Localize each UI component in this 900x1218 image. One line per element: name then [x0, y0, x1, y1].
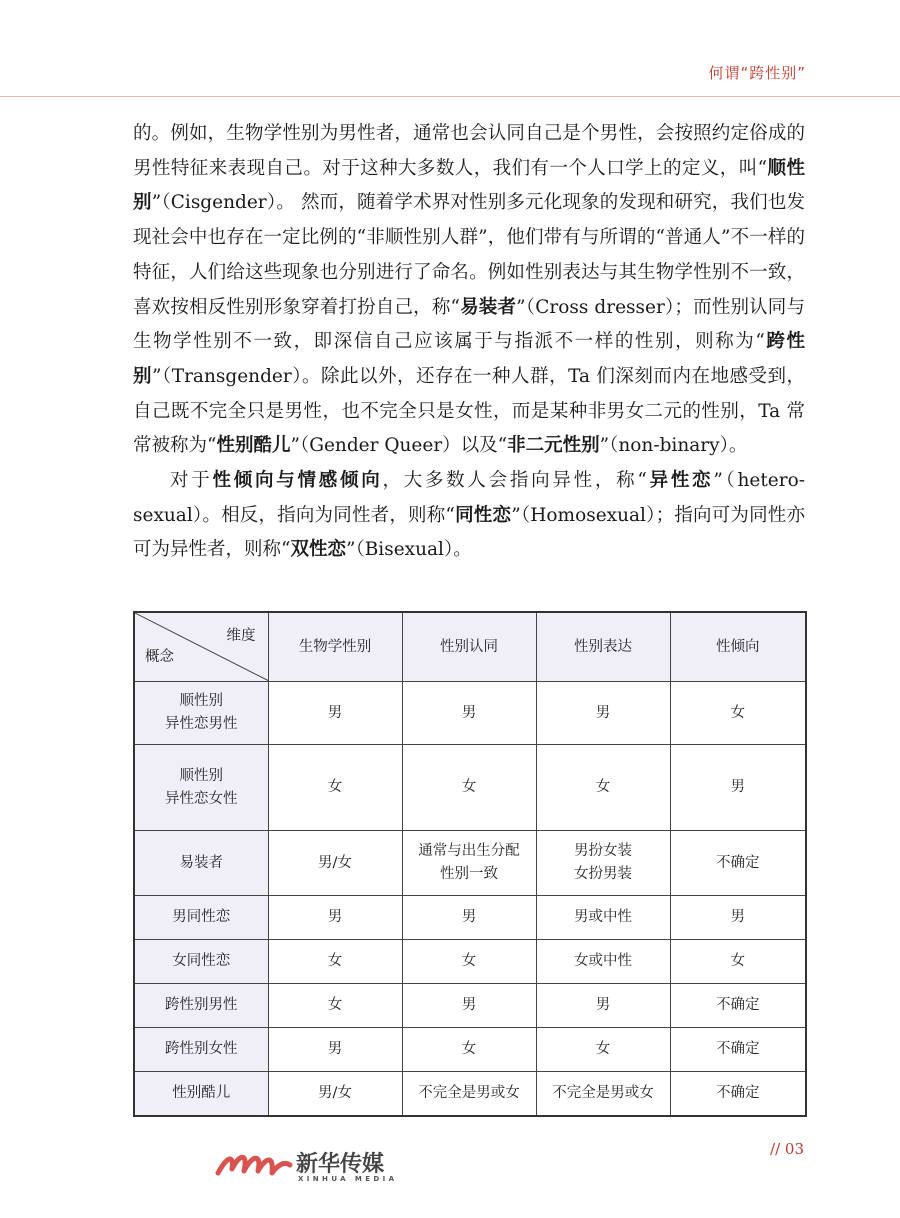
cell-line: 男: [461, 909, 477, 925]
term-non-binary: 非二元性别: [507, 435, 600, 457]
table-cell: [402, 896, 536, 940]
paragraph-2: [133, 464, 805, 568]
table-cell: [402, 682, 536, 745]
text-run: ，大多数人会指向异性，称“: [382, 470, 647, 492]
table-cell: [268, 984, 402, 1028]
table-row: [134, 682, 806, 745]
cell-line: 不完全是男或女: [418, 1084, 520, 1101]
table-cell: [402, 1028, 536, 1072]
table-cell: [536, 831, 670, 896]
cell-line: 女: [461, 779, 477, 795]
table-cell: [670, 940, 806, 984]
table-cell: [536, 682, 670, 745]
logo-subtitle: XINHUA MEDIA: [298, 1175, 398, 1183]
cell-line: 男: [461, 997, 477, 1013]
row-label-line: 男同性恋: [172, 909, 231, 925]
table-cell: [268, 940, 402, 984]
header-divider: [0, 96, 900, 97]
cell-line: 男/女: [318, 1084, 352, 1101]
table-cell: [670, 896, 806, 940]
row-label-line: 性别酷儿: [172, 1084, 231, 1101]
term-gender-queer: 性别酷儿: [216, 435, 291, 457]
table-cell: [402, 1072, 536, 1116]
table-corner-cell: [134, 612, 268, 682]
row-label-line: 顺性别: [179, 693, 223, 709]
row-label: [134, 1072, 268, 1116]
cell-line: 男: [730, 779, 745, 795]
table-cell: [536, 984, 670, 1028]
table-cell: [536, 1028, 670, 1072]
term-bisexual: 双性恋: [290, 539, 346, 561]
text-run: ”（Cisgender）。 然而，随着学术界对性别多元化现象的发现和研究，我们也发现社会中也存在一定比例的“非顺性别人群”，他们带有与所谓的“普通人”不一样的特征，人们给这些现象也分别进行了命名。例如性别表达与其生物学性别不一致，喜欢按相反性别形象穿着打扮自己，称“: [133, 192, 805, 318]
cell-line: 女: [595, 1041, 611, 1057]
row-label: [134, 1028, 268, 1072]
paragraph-1: [133, 117, 805, 464]
term-heterosexual: 异性恋: [646, 470, 714, 492]
text-run: 对于: [170, 470, 213, 492]
corner-label-concept: 概念: [145, 649, 174, 665]
row-label-line: 易装者: [179, 854, 223, 871]
table-cell: [402, 831, 536, 896]
body-text: [133, 117, 805, 568]
term-transgender: 跨性别: [133, 331, 805, 387]
table-cell: [402, 745, 536, 831]
table-cell: [536, 1072, 670, 1116]
cell-line: 男扮女装: [574, 843, 632, 859]
table-cell: [268, 831, 402, 896]
cell-line: 女扮男装: [574, 866, 632, 882]
table-row: [134, 745, 806, 831]
logo-wordmark: 新华传媒: [296, 1152, 385, 1177]
row-label-line: 异性恋男性: [165, 716, 238, 732]
cell-line: 女: [327, 997, 343, 1013]
column-header: 性别认同: [402, 612, 536, 682]
text-run: ”（non-binary）。: [599, 435, 748, 457]
table-row: [134, 1028, 806, 1072]
term-cross-dresser: 易装者: [459, 296, 517, 318]
table-cell: [670, 984, 806, 1028]
text-run: ”（Transgender）。除此以外，还存在一种人群，Ta 们深刻而内在地感受到，自己既不完全只是男性，也不完全只是女性，而是某种非男女二元的性别，Ta 常常被称为“: [133, 365, 805, 457]
cell-line: 不确定: [716, 1084, 760, 1101]
table-cell: [670, 1072, 806, 1116]
cell-line: 通常与出生分配: [418, 843, 520, 859]
cell-line: 男: [327, 909, 343, 925]
table-row: [134, 896, 806, 940]
column-header: 生物学性别: [268, 612, 402, 682]
cell-line: 女或中性: [574, 953, 632, 969]
table-cell: [268, 896, 402, 940]
cell-line: 男: [595, 704, 611, 721]
cell-line: 男/女: [318, 854, 352, 871]
cell-line: 女: [730, 953, 745, 969]
table-cell: [402, 940, 536, 984]
cell-line: 性别一致: [440, 866, 498, 882]
table-row: [134, 984, 806, 1028]
table-row: [134, 1072, 806, 1116]
cell-line: 女: [730, 704, 745, 721]
cell-line: 男或中性: [574, 909, 632, 925]
corner-label-dimension: 维度: [226, 628, 256, 644]
text-run: ”（Bisexual）。: [345, 539, 472, 561]
table-cell: [536, 940, 670, 984]
text-run: ”（Gender Queer）以及“: [290, 435, 508, 457]
table-cell: [670, 745, 806, 831]
text-run: 的。例如，生物学性别为男性者，通常也会认同自己是个男性，会按照约定俗成的男性特征来表现自己。对于这种大多数人，我们有一个人口学上的定义，叫“: [133, 123, 805, 179]
text-run: ”（Homosexual）；指向可为同性亦可为异性者，则称“: [133, 504, 805, 561]
row-label-line: 跨性别女性: [165, 1041, 238, 1057]
term-cisgender: 顺性别: [133, 157, 805, 214]
cell-line: 男: [327, 1041, 343, 1057]
table-cell: [268, 1028, 402, 1072]
table-cell: [536, 745, 670, 831]
term-orientation: 性倾向与情感倾向: [212, 470, 383, 492]
cell-line: 不确定: [716, 854, 760, 871]
cell-line: 女: [327, 953, 343, 969]
table-row: [134, 831, 806, 896]
table-cell: [402, 984, 536, 1028]
page-number: // 03: [770, 1140, 804, 1158]
text-run: ”（Cross dresser）；而性别认同与生物学性别不一致，即深信自己应该属于与指派不一样的性别，则称为“: [133, 296, 805, 353]
cell-line: 男: [327, 704, 343, 721]
row-label-line: 顺性别: [179, 767, 223, 784]
cell-line: 不确定: [716, 997, 760, 1013]
table-header-row: [134, 612, 806, 682]
row-label: [134, 831, 268, 896]
running-header-title: 何谓“跨性别”: [708, 64, 806, 82]
table-cell: [670, 1028, 806, 1072]
table-cell: [670, 831, 806, 896]
column-header: 性别表达: [536, 612, 670, 682]
cell-line: 女: [595, 779, 611, 795]
cell-line: 男: [730, 909, 745, 925]
column-header: 性倾向: [670, 612, 806, 682]
table-row: [134, 940, 806, 984]
cell-line: 女: [327, 779, 343, 795]
table-cell: [268, 1072, 402, 1116]
row-label: [134, 940, 268, 984]
row-label: [134, 984, 268, 1028]
row-label-line: 异性恋女性: [165, 790, 238, 807]
row-label: [134, 896, 268, 940]
concept-table: [133, 611, 807, 1117]
cell-line: 女: [461, 953, 477, 969]
term-homosexual: 同性恋: [454, 504, 512, 526]
cell-line: 男: [595, 997, 611, 1013]
table-cell: [268, 745, 402, 831]
cell-line: 不完全是男或女: [552, 1084, 654, 1101]
cell-line: 不确定: [716, 1041, 760, 1057]
text-run: ”（hetero-sexual）。相反，指向为同性者，则称“: [133, 470, 805, 526]
row-label-line: 跨性别男性: [165, 997, 238, 1013]
row-label: [134, 682, 268, 745]
table-cell: [670, 682, 806, 745]
cell-line: 女: [461, 1041, 477, 1057]
cell-line: 男: [461, 704, 477, 721]
table-cell: [268, 682, 402, 745]
row-label-line: 女同性恋: [172, 953, 231, 969]
row-label: [134, 745, 268, 831]
table-cell: [536, 896, 670, 940]
